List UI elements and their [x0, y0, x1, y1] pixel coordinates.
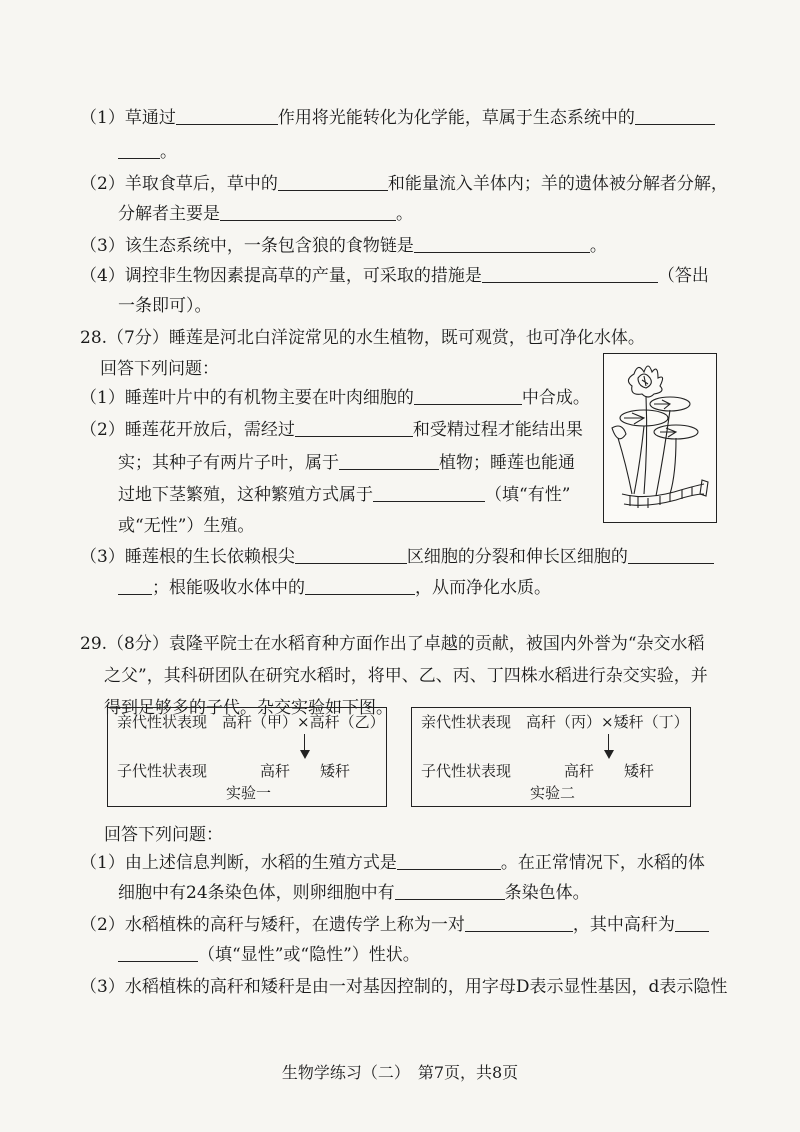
text: 条染色体。 [504, 883, 590, 903]
text: 细胞中有24条染色体，则卵细胞中有 [118, 883, 395, 903]
q28-prompt: 回答下列问题： [100, 359, 219, 379]
text: 和能量流入羊体内；羊的遗体被分解者分解， [387, 174, 728, 194]
answer-blank[interactable] [397, 852, 501, 870]
q27-part4-line1 [80, 265, 709, 287]
answer-blank[interactable] [295, 546, 407, 564]
answer-blank[interactable] [118, 141, 160, 159]
answer-blank[interactable] [118, 944, 198, 962]
q29-prompt: 回答下列问题： [104, 825, 223, 845]
text: 实；其种子有两片子叶，属于 [118, 453, 339, 473]
answer-blank[interactable] [278, 173, 388, 191]
answer-blank[interactable] [628, 546, 714, 564]
answer-blank[interactable] [395, 882, 505, 900]
exp2-child-tall: 高秆 [564, 762, 595, 780]
q27-part3 [80, 235, 607, 257]
q29-heading-line3: 得到足够多的子代。杂交实验如下图。 [104, 698, 393, 718]
arrow-down-icon [604, 750, 614, 759]
text: 。在正常情况下，水稻的体 [500, 853, 705, 873]
exp1-parents: 高秆（甲）×高秆（乙） [222, 713, 385, 731]
text: 中合成。 [521, 388, 590, 408]
q29-heading-line1: 29.（8分）袁隆平院士在水稻育种方面作出了卓越的贡献，被国内外誉为“杂交水稻 [80, 634, 705, 654]
text: （填“有性” [485, 485, 571, 505]
text: ；根能吸收水体中的 [152, 578, 305, 598]
text: （1）由上述信息判断，水稻的生殖方式是 [80, 853, 397, 873]
text: （3）水稻植株的高秆和矮秆是由一对基因控制的，用字母D表示显性基因，d表示隐性 [80, 977, 728, 997]
exp1-child-short: 矮秆 [320, 762, 351, 780]
water-lily-drawing-icon [604, 354, 716, 522]
exp1-child-tall: 高秆 [260, 762, 291, 780]
answer-blank[interactable] [675, 914, 709, 932]
exp1-title: 实验一 [226, 784, 272, 802]
text: 区细胞的分裂和伸长区细胞的 [406, 547, 628, 567]
answer-blank[interactable] [635, 107, 715, 125]
answer-blank[interactable] [414, 387, 522, 405]
q28-part2-line3 [118, 484, 570, 506]
answer-blank[interactable] [295, 419, 413, 437]
q28-part3-line1 [80, 546, 714, 568]
answer-blank[interactable] [414, 235, 590, 253]
text: （2）羊取食草后，草中的 [80, 174, 278, 194]
text: （3）该生态系统中，一条包含狼的食物链是 [80, 236, 414, 256]
exp2-parents: 高秆（丙）×矮秆（丁） [526, 713, 689, 731]
q28-part2-line2 [118, 452, 575, 474]
q27-part1-line1 [80, 107, 715, 129]
text: （2）水稻植株的高秆与矮秆，在遗传学上称为一对 [80, 915, 465, 935]
text: 植物；睡莲也能通 [439, 453, 575, 473]
text: 。 [396, 204, 413, 224]
answer-blank[interactable] [176, 107, 278, 125]
text: 作用将光能转化为化学能，草属于生态系统中的 [277, 108, 635, 128]
answer-blank[interactable] [373, 484, 485, 502]
text: （3）睡莲根的生长依赖根尖 [80, 547, 295, 567]
exp2-child-short: 矮秆 [624, 762, 655, 780]
q28-heading: 28.（7分）睡莲是河北白洋淀常见的水生植物，既可观赏，也可净化水体。 [80, 328, 645, 348]
text: 。 [589, 236, 607, 256]
answer-blank[interactable] [465, 914, 573, 932]
text: 分解者主要是 [118, 204, 220, 224]
q27-part2-line2 [118, 203, 413, 225]
exp1-parent-label: 亲代性状表现 [117, 713, 208, 731]
text: （1）草通过 [80, 108, 176, 128]
answer-blank[interactable] [482, 265, 658, 283]
q27-part2-line1 [80, 173, 728, 195]
exp2-title: 实验二 [530, 784, 576, 802]
q28-part1 [80, 387, 590, 409]
exp2-parent-label: 亲代性状表现 [421, 713, 512, 731]
q29-part2-line2 [118, 944, 420, 966]
water-lily-illustration [603, 353, 717, 523]
experiment-1-box [107, 707, 387, 807]
q27-part4-line2 [118, 295, 212, 317]
answer-blank[interactable] [118, 577, 152, 595]
text: （1）睡莲叶片中的有机物主要在叶肉细胞的 [80, 388, 414, 408]
answer-blank[interactable] [339, 452, 439, 470]
text: ，其中高秆为 [572, 915, 675, 935]
q27-part1-line2 [118, 141, 177, 163]
text: ，从而净化水质。 [415, 578, 551, 598]
text: （填“显性”或“隐性”）性状。 [198, 945, 420, 965]
q29-part1-line2 [118, 882, 590, 904]
experiment-2-box [411, 707, 691, 807]
text: 或“无性”）生殖。 [118, 516, 255, 536]
exp2-child-label: 子代性状表现 [421, 762, 512, 780]
q29-heading-line2: 之父”，其科研团队在研究水稻时，将甲、乙、丙、丁四株水稻进行杂交实验，并 [104, 666, 708, 686]
text: （答出 [657, 266, 709, 286]
q28-part2-line1 [80, 419, 583, 441]
text: 一条即可）。 [118, 296, 212, 316]
text: 和受精过程才能结出果 [412, 420, 583, 440]
q29-part2-line1 [80, 914, 709, 936]
exp1-child-label: 子代性状表现 [117, 762, 208, 780]
page-footer: 生物学练习（二） 第7页，共8页 [281, 1063, 519, 1082]
arrow-down-icon [300, 750, 310, 759]
text: 过地下茎繁殖，这种繁殖方式属于 [118, 485, 373, 505]
q29-part3-line1 [80, 976, 727, 998]
text: （4）调控非生物因素提高草的产量，可采取的措施是 [80, 266, 482, 286]
text: 。 [160, 142, 177, 162]
q28-part3-line2 [118, 577, 551, 599]
q29-part1-line1 [80, 852, 705, 874]
text: （2）睡莲花开放后，需经过 [80, 420, 295, 440]
answer-blank[interactable] [220, 203, 396, 221]
q28-part2-line4 [118, 515, 254, 537]
answer-blank[interactable] [305, 577, 415, 595]
